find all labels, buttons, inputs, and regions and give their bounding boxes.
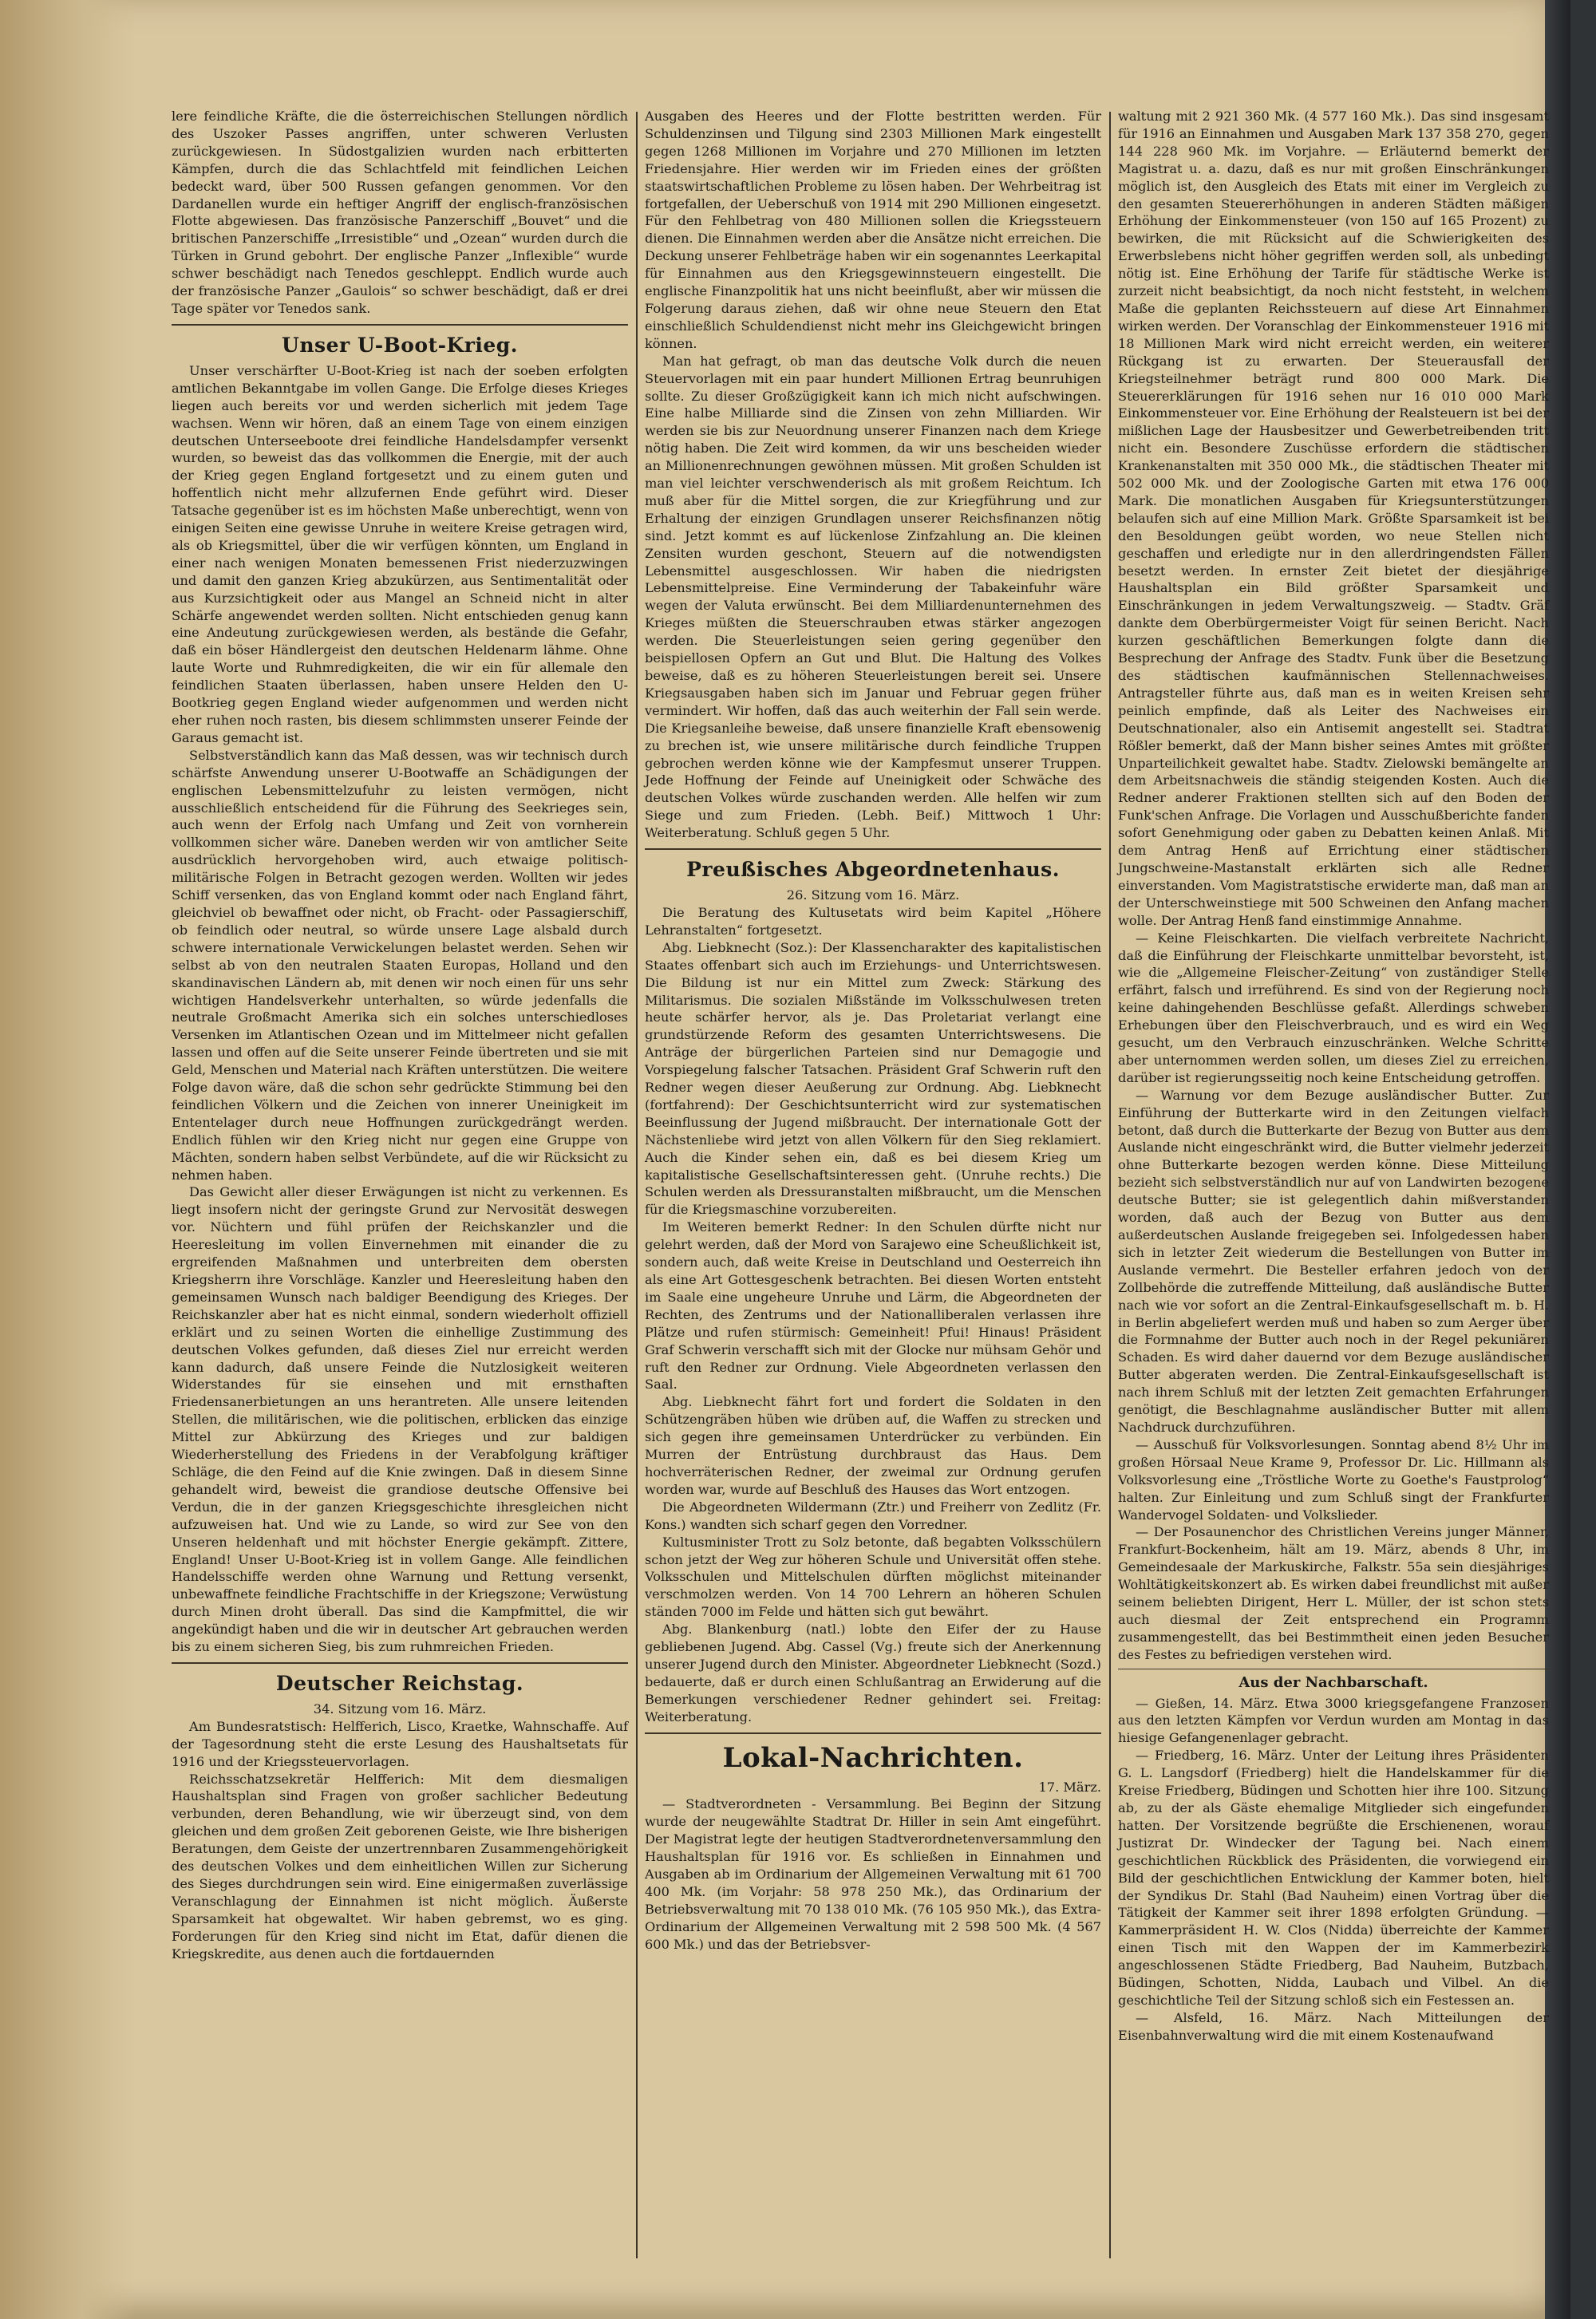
dateline: 17. März. [1038,1779,1101,1795]
headline-reichstag: Deutscher Reichstag. [275,1671,524,1695]
article-paragraph: — Keine Fleischkarten. Die vielfach verbreitete Nachricht, daß die Einführung der Fleischkarte unmittelbar bevorsteht, ist, wie die „Allgemeine Fleischer-Zeitung“ von zuständiger Stelle erfährt, falsch und irreführend. Es sind von der Regierung noch keine dahingehenden Beschlüsse gefaßt. Allerdings schweben Erhebungen über den Fleischverbrauch, und es wird ein Weg gesucht, um den Verbrauch einzuschränken. Welche Schritte aber unternommen werden sollen, um dieses Ziel zu erreichen, darüber ist regierungsseitig noch keine Entscheidung getroffen. [1118,930,1549,1085]
session-line: 34. Sitzung vom 16. März. [313,1701,487,1717]
article-paragraph: — Alsfeld, 16. März. Nach Mitteilungen der Eisenbahnverwaltung wird die mit einem Kostenaufwand [1118,2009,1549,2043]
article-paragraph: — Der Posaunenchor des Christlichen Vereins junger Männer, Frankfurt-Bockenheim, hält am 19. März, abends 8 Uhr, im Gemeindesaale der Markuskirche, Falkstr. 55a sein diesjähriges Wohltätigkeitskonzert ab. Es wirken dabei freundlichst mit außer seinem beliebten Dirigent, Herr L. Müller, der ist schon stets auch diesmal der Zeit entsprechend ein Programm zusammengestellt, das bei Bestimmtheit einen jeden Besucher des Festes zu befriedigen verstehen wird. [1118,1524,1549,1662]
article-paragraph: — Ausschuß für Volksvorlesungen. Sonntag abend 8½ Uhr im großen Hörsaal Neue Krame 9, Professor Dr. Lic. Hillmann als Volksvorlesung eine „Tröstliche Worte zu Goethe's Faustprolog“ halten. Zur Einleitung und zum Schluß singt der Frankfurter Wandervogel Soldaten- und Volkslieder. [1118,1436,1549,1523]
article-paragraph: Man hat gefragt, ob man das deutsche Volk durch die neuen Steuervorlagen mit ein paar hundert Millionen Ertrag beunruhigen sollte. Zu dieser Großzügigkeit kann ich mich nicht aufschwingen. Eine halbe Milliarde sind die Zinsen von zehn Milliarden. Wir werden sie bis zur Neuordnung unserer Finanzen nach dem Kriege nötig haben. Die Zeit wird kommen, da wir uns bescheiden wieder an Millionenrechnungen gewöhnen müssen. Mit großen Schulden ist man viel leichter verschwenderisch als mit großem Reichtum. Ich muß aber für die Mittel sorgen, die zur Kriegführung und zur Erhaltung der einzigen Grundlagen unserer Reichsfinanzen nötig sind. Jetzt kommt es auf lückenlose Zinfzahlung an. Die kleinen Zensiten wurden geschont, Steuern auf die notwendigsten Lebensmittel ausgeschlossen. Wir haben die niedrigsten Lebensmittelpreise. Eine Verminderung der Tabakeinfuhr wäre wegen der Valuta erwünscht. Bei dem Milliardenunternehmen des Krieges müßten die Steuerschrauben etwas stärker angezogen werden. Die Steuerleistungen seien gering gegenüber den beispiellosen Opfern an Gut und Blut. Die Haltung des Volkes beweise, daß es zu höheren Steuerleistungen bereit sei. Unsere Kriegsausgaben haben sich im Januar und Februar gegen früher vermindert. Wir hoffen, daß das auch weiterhin der Fall sein werde. Die Kriegsanleihe beweise, daß unsere finanzielle Kraft ebensowenig zu brechen ist, wie unsere militärische durch feindliche Truppen gebrochen werden könne wie der Kampfesmut unserer Truppen. Jede Hoffnung der Feinde auf Uneinigkeit oder Schwäche des deutschen Volkes würde zuschanden werden. Alle helfen wir zum Siege und zum Frieden. (Lebh. Beif.) Mittwoch 1 Uhr: Weiterberatung. Schluß gegen 5 Uhr. [645,353,1101,841]
article-paragraph: — Stadtverordneten - Versammlung. Bei Beginn der Sitzung wurde der neugewählte Stadtrat Dr. Hiller in sein Amt eingeführt. Der Magistrat legte der heutigen Stadtverordnetenversammlung den Haushaltsplan für 1916 vor. Es schließen in Einnahmen und Ausgaben ab im Ordinarium der Allgemeinen Verwaltung mit 61 700 400 Mk. (im Vorjahr: 58 978 250 Mk.), das Ordinarium der Betriebsverwaltung mit 70 138 010 Mk. (76 105 950 Mk.), das Extra-Ordinarium der Allgemeinen Verwaltung mit 2 598 500 Mk. (4 567 600 Mk.) und das der Betriebsver- [645,1796,1101,1952]
divider [645,848,1101,850]
article-paragraph: Die Abgeordneten Wildermann (Ztr.) und Freiherr von Zedlitz (Fr. Kons.) wandten sich scharf gegen den Vorredner. [645,1499,1101,1532]
headline-uboot-war: Unser U-Boot-Krieg. [282,333,518,357]
article-paragraph: — Friedberg, 16. März. Unter der Leitung ihres Präsidenten G. L. Langsdorf (Friedberg) hielt die Handelskammer für die Kreise Friedberg, Büdingen und Schotten hier ihre 100. Sitzung ab, zu der als Gäste ehemalige Mitglieder sich eingefunden hatten. Der Vorsitzende begrüßte die Erschienenen, worauf Justizrat Dr. Windecker der Tagung bei. Nach einem geschichtlichen Rückblick des Präsidenten, die vorwiegend ein Bild der geschichtlichen Entwicklung der Kammer boten, hielt der Syndikus Dr. Stahl (Bad Nauheim) einen Vortrag über die Tätigkeit der Kammer seit ihrer 1898 erfolgten Gründung. — Kammerpräsident H. W. Clos (Nidda) überreichte der Kammer einen Tisch mit den Wappen der im Kammerbezirk angeschlossenen Städte Friedberg, Bad Nauheim, Butzbach, Büdingen, Schotten, Nidda, Laubach und Vilbel. An die geschichtliche Teil der Sitzung schloß sich ein Festessen an. [1118,1748,1549,2008]
divider [172,324,628,326]
article-paragraph: Das Gewicht aller dieser Erwägungen ist nicht zu verkennen. Es liegt insofern nicht der geringste Grund zur Nervosität deswegen vor. Nüchtern und fühl prüfen der Reichskanzler und die Heeresleitung im vollen Einvernehmen mit einander die zu ergreifenden Maßnahmen und unterbreiten dem obersten Kriegsherrn ihre Vorschläge. Kanzler und Heeresleitung haben den gemeinsamen Wunsch nach baldiger Beendigung des Krieges. Der Reichskanzler aber hat es nicht einmal, sondern wiederholt offiziell erklärt und zu seinen Worten die einhellige Zustimmung des deutschen Volkes gefunden, daß dieses Ziel nur erreicht werden kann dadurch, daß unsere Feinde die Nutzlosigkeit weiteren Widerstandes für sie einsehen und mit ernsthaften Friedensanerbietungen an uns herantreten. Alle unsere leitenden Stellen, die militärischen, wie die politischen, erblicken das einzige Mittel zur Abkürzung des Krieges und zur baldigen Wiederherstellung des Friedens in der Verabfolgung kräftiger Schläge, die den Feind auf die Knie zwingen. Daß in diesem Sinne gehandelt wird, beweist die grandiose deutsche Offensive bei Verdun, die in der ganzen Kriegsgeschichte ihresgleichen nicht aufzuweisen hat. Und wie zu Lande, so wird zur See von den Unseren heldenhaft und mit höchster Energie gekämpft. Zittere, England! Unser U-Boot-Krieg ist in vollem Gange. Alle feindlichen Handelsschiffe werden ohne Warnung und Rettung versenkt, unbewaffnete feindliche Frachtschiffe in der Kriegszone; Verwüstung durch Minen droht überall. Das sind die Kampfmittel, die wir angekündigt haben und die wir in deutscher Art gebrauchen werden bis zu einem sicheren Sieg, bis zum ruhmreichen Frieden. [172,1184,628,1655]
article-paragraph: — Gießen, 14. März. Etwa 3000 kriegsgefangene Franzosen aus den letzten Kämpfen vor Verdun wurden am Montag in das hiesige Gefangenenlager gebracht. [1118,1695,1549,1746]
article-paragraph: Unser verschärfter U-Boot-Krieg ist nach der soeben erfolgten amtlichen Bekanntgabe im vollen Gange. Die Erfolge dieses Krieges liegen auch bereits vor und werden sicherlich mit jedem Tage wachsen. Wenn wir hören, daß an einem Tage von einem einzigen deutschen Unterseeboote drei feindliche Handelsdampfer versenkt wurden, so beweist das das vollkommen die Energie, mit der auch der Krieg gegen England fortgesetzt und zu einem guten und hoffentlich nicht mehr allzufernen Ende geführt wird. Dieser Tatsache gegenüber ist es im höchsten Maße unberechtigt, wenn von einigen Seiten eine gewisse Unruhe in weitere Kreise getragen wird, als ob Kriegsmittel, über die wir verfügen könnten, um England in einer nach wenigen Monaten bemessenen Frist niederzuzwingen und damit den ganzen Krieg abzukürzen, aus Sentimentalität oder aus Kurzsichtigkeit oder aus Mangel an Schneid nicht in alter Schärfe angewendet werden sollten. Nicht entschieden genug kann eine Andeutung zurückgewiesen werden, als bestände die Gefahr, daß ein böser Händlergeist den deutschen Heldenarm lähme. Ohne laute Worte und Ruhmredigkeiten, die wir ein für allemale den feindlichen Staaten überlassen, haben unsere Helden den U-Bootkrieg gegen England wieder aufgenommen und werden nicht eher ruhen noch rasten, bis diesem schlimmsten unserer Feinde der Garaus gemacht ist. [172,362,628,745]
headline-nachbarschaft: Aus der Nachbarschaft. [1238,1673,1428,1691]
article-paragraph: Am Bundesratstisch: Helfferich, Lisco, Kraetke, Wahnschaffe. Auf der Tagesordnung steht die erste Lesung des Haushaltsetats für 1916 und der Kriegssteuervorlagen. [172,1718,628,1769]
column-rule-right [1109,112,1111,2258]
headline-lokal-nachrichten: Lokal-Nachrichten. [722,1741,1024,1774]
column-3 [1118,108,1549,2044]
article-paragraph: Abg. Blankenburg (natl.) lobte den Eifer der zu Hause gebliebenen Jugend. Abg. Cassel (Vg.) freute sich der Anerkennung unserer Jugend durch den Minister. Abgeordneter Liebknecht (Sozd.) bedauerte, daß er durch einen Schlußantrag an Erwiderung auf die Bemerkungen verschiedener Redner gehindert sei. Freitag: Weiterberatung. [645,1622,1101,1724]
article-paragraph: Ausgaben des Heeres und der Flotte bestritten werden. Für Schuldenzinsen und Tilgung sind 2303 Millionen Mark eingestellt gegen 1268 Millionen im Vorjahre und 270 Millionen im letzten Friedensjahre. Hier werden wir im Frieden eines der größten staatswirtschaftlichen Probleme zu lösen haben. Der Wehrbeitrag ist fortgefallen, der Ueberschuß von 1914 mit 290 Millionen eingesetzt. Für den Fehlbetrag von 480 Millionen sollen die Kriegssteuern dienen. Die Einnahmen werden aber die Ansätze nicht erreichen. Die Deckung unserer Fehlbeträge haben wir ein sogenanntes Leerkapital für Einnahmen aus den Kriegsgewinnsteuern eingestellt. Die englische Finanzpolitik hat uns nicht beeinflußt, aber wir müssen die Folgerung daraus ziehen, daß wir ohne neue Steuern den Etat einschließlich Schuldendienst nicht mehr ins Gleichgewicht bringen können. [645,109,1101,351]
war-report-paragraph: lere feindliche Kräfte, die die österreichischen Stellungen nördlich des Uszoker Passes angriffen, unter schweren Verlusten zurückgewiesen. In Südostgalizien wurden nach erbitterten Kämpfen, durch die das Schlachtfeld mit feindlichen Leichen bedeckt ward, über 500 Russen gefangen genommen. Vor den Dardanellen wurde ein heftiger Angriff der englisch-französischen Flotte abgewiesen. Das französische Panzerschiff „Bouvet“ und die britischen Panzerschiffe „Irresistible“ und „Ozean“ wurden durch die Türken in Grund gebohrt. Der englische Panzer „Inflexible“ wurde schwer beschädigt nach Tenedos geschleppt. Endlich wurde auch der französische Panzer „Gaulois“ so schwer beschädigt, daß er drei Tage später vor Tenedos sank. [172,109,628,316]
headline-abgeordnetenhaus: Preußisches Abgeordnetenhaus. [686,858,1060,882]
column-1 [172,108,628,1963]
article-paragraph: Die Beratung des Kultusetats wird beim Kapitel „Höhere Lehranstalten“ fortgesetzt. [645,904,1101,938]
session-line: 26. Sitzung vom 16. März. [786,887,960,903]
article-paragraph: Kultusminister Trott zu Solz betonte, daß begabten Volksschülern schon jetzt der Weg zur höheren Schule und Universität offen stehe. Volksschulen und Mittelschulen dürften möglichst miteinander verschmolzen werden. Von 14 700 Lehrern an höheren Schulen ständen 7000 im Felde und hätten sich gut bewährt. [645,1534,1101,1620]
article-paragraph: Im Weiteren bemerkt Redner: In den Schulen dürfte nicht nur gelehrt werden, daß der Mord von Sarajewo eine Scheußlichkeit ist, sondern auch, daß weite Kreise in Deutschland und Oesterreich ihn als eine Art Gottesgeschenk betrachten. Bei diesen Worten entsteht im Saale eine ungeheure Unruhe und Lärm, die Abgeordneten der Rechten, des Zentrums und der Nationalliberalen verlassen ihre Plätze und rufen stürmisch: Gemeinheit! Pfui! Hinaus! Präsident Graf Schwerin verschafft sich mit der Glocke nur mühsam Gehör und ruft den Redner zur Ordnung. Viele Abgeordneten verlassen den Saal. [645,1219,1101,1393]
column-2 [645,108,1101,1954]
article-paragraph: Selbstverständlich kann das Maß dessen, was wir technisch durch schärfste Anwendung unserer U-Bootwaffe an Schädigungen der englischen Lebensmittelzufuhr zu leisten vermögen, nicht ausschließlich entscheidend für die Führung des Seekrieges sein, auch wenn der Erfolg nach Umfang und Zeit von vornherein vollkommen sicher wäre. Daneben werden wir von amtlicher Seite ausdrücklich hervorgehoben wird, auch etwaige politisch-militärische Folgen in Betracht gezogen werden. Wollten wir jedes Schiff versenken, das von England kommt oder nach England fährt, gleichviel ob bewaffnet oder nicht, ob Fracht- oder Passagierschiff, ob feindlich oder neutral, so würde unsere Lage alsbald durch schwere internationale Verwickelungen belastet werden. Sehen wir selbst ab von den neutralen Staaten Europas, Holland und den skandinavischen Ländern ab, mit denen wir noch einen für uns sehr wichtigen Handelsverkehr unterhalten, so würde jedenfalls die neutrale Großmacht Amerika sich ein solches unterschiedloses Versenken im Atlantischen Ozean und im Mittelmeer nicht gefallen lassen und offen auf die Seite unserer Feinde übertreten und sie mit Geld, Menschen und Material nach Kräften unterstützen. Die weitere Folge davon wäre, daß die schon sehr gedrückte Stimmung bei den feindlichen Völkern und die Zeichen von innerer Uneinigkeit im Ententelager durch neue Hoffnungen zurückgedrängt werden. Endlich fühlen wir den Krieg nicht nur gegen eine Gruppe von Mächten, sondern haben selbst Verbündete, auf die wir Rücksicht zu nehmen haben. [172,747,628,1183]
page-binding [0,0,136,2319]
divider [172,1662,628,1664]
article-paragraph: waltung mit 2 921 360 Mk. (4 577 160 Mk.). Das sind insgesamt für 1916 an Einnahmen und Ausgaben Mark 137 358 270, gegen 144 228 960 Mk. im Vorjahre. — Erläuternd bemerkt der Magistrat u. a. dazu, daß es nur mit großen Einschränkungen möglich ist, den Ausgleich des Etats mit einer im Vergleich zu den gesamten Steuererhöhungen in anderen Städten mäßigen Erhöhung der Einkommensteuer (von 150 auf 165 Prozent) zu bewirken, die mit Rücksicht auf die Schwierigkeiten des Erwerbslebens nicht höher gegriffen werden soll, als unbedingt nötig ist. Eine Erhöhung der Tarife für städtische Werke ist zurzeit nicht beabsichtigt, da noch nicht feststeht, in welchem Maße die geplanten Reichssteuern auf diese Art Einnahmen wirken werden. Der Voranschlag der Einkommensteuer 1916 mit 18 Millionen Mark wird nicht erreicht werden, ein weiterer Rückgang ist zu erwarten. Der Steuerausfall der Kriegsteilnehmer beträgt rund 800 000 Mark. Die Steuererklärungen für 1916 sehen nur 16 010 000 Mark Einkommensteuer vor. Eine Erhöhung der Realsteuern ist bei der mißlichen Lage der Hausbesitzer und Gewerbetreibenden tritt nicht ein. Besondere Zuschüsse erfordern die städtischen Krankenanstalten mit 350 000 Mk., die städtischen Theater mit 502 000 Mk. und der Zoologische Garten mit etwa 176 000 Mark. Die monatlichen Ausgaben für Kriegsunterstützungen belaufen sich auf eine Million Mark. Größte Sparsamkeit ist bei den Besoldungen geübt worden, wo neue Stellen nicht geschaffen und erledigte nur in den allerdringendsten Fällen besetzt werden. In ernster Zeit bietet der diesjährige Haushaltsplan ein Bild größter Sparsamkeit und Einschränkungen in jedem Verwaltungszweig. — Stadtv. Gräf dankte dem Oberbürgermeister Voigt für seinen Bericht. Nach kurzen geschäftlichen Bemerkungen folgte dann die Besprechung der Anfrage des Stadtv. Funk über die Besetzung des städtischen kaufmännischen Stellennachweises. Antragsteller führte aus, daß man es in weiten Kreisen sehr peinlich empfinde, daß als Leiter des Nachweises ein Deutschnationaler, also ein Antisemit angestellt sei. Stadtrat Rößler bemerkt, daß der Mann bisher seines Amtes mit größter Unparteilichkeit gewaltet habe. Stadtv. Zielowski bemängelte an dem Arbeitsnachweis die ständig steigenden Kosten. Auch die Redner anderer Fraktionen stellten sich auf den Boden der Funk'schen Anfrage. Die Vorlagen und Ausschußberichte fanden sofort Genehmigung oder gaben zu Debatten keinen Anlaß. Mit dem Antrag Henß auf Errichtung einer städtischen Jungschweine-Mastanstalt erklärten sich alle Redner einverstanden. Vom Magistratstische erwiderte man, daß man an der Unterschweinstiege mit 500 Schweinen den Anfang machen wolle. Der Antrag Henß fand einstimmige Annahme. [1118,109,1549,928]
article-paragraph: Abg. Liebknecht fährt fort und fordert die Soldaten in den Schützengräben hüben wie drüben auf, die Waffen zu strecken und sich gegen ihre gemeinsamen Unterdrücker zu verbünden. Ein Murren der Entrüstung durchbraust das Haus. Dem hochverräterischen Redner, der zweimal zur Ordnung gerufen worden war, wurde auf Beschluß des Hauses das Wort entzogen. [645,1394,1101,1497]
divider [645,1732,1101,1734]
article-paragraph: — Warnung vor dem Bezuge ausländischer Butter. Zur Einführung der Butterkarte wird in den Zeitungen vielfach betont, daß durch die Butterkarte der Bezug von Butter aus dem Auslande nicht eingeschränkt wird, die Butter vielmehr jederzeit ohne Butterkarte bezogen werden könne. Diese Mitteilung bezieht sich selbstverständlich nur auf von Landwirten bezogene deutsche Butter; sie ist gelegentlich dahin mißverstanden worden, daß auch der Bezug von Butter aus dem außerdeutschen Auslande freigegeben sei. Infolgedessen haben sich in letzter Zeit wiederum die Bestellungen von Butter im Auslande vermehrt. Die Besteller erfahren jedoch von der Zollbehörde die zutreffende Mitteilung, daß ausländische Butter nach wie vor sofort an die Zentral-Einkaufsgesellschaft m. b. H. in Berlin abgeliefert werden muß und haben so zum Aerger über die Formnahme der Butter auch noch in der Regel pekuniären Schaden. Es wird daher dauernd vor dem Bezuge ausländischer Butter abgeraten werden. Die Zentral-Einkaufsgesellschaft ist nach ihrem Schluß mit der letzten Zeit gemachten Erfahrungen genötigt, die Beschlagnahme ausländischer Butter mit allem Nachdruck durchzuführen. [1118,1087,1549,1435]
article-paragraph: Reichsschatzsekretär Helfferich: Mit dem diesmaligen Haushaltsplan sind Fragen von großer sachlicher Bedeutung verbunden, deren Behandlung, wie wir überzeugt sind, von dem gleichen und dem großen Zeit geborenen Geiste, wie Ihre bisherigen Beratungen, dem Geiste der unzertrennbaren Zusammengehörigkeit des deutschen Volkes und dem einheitlichen Willen zur Sicherung des Sieges durchdrungen sein wird. Eine einigermaßen zuverlässige Veranschlagung der Einnahmen ist nicht möglich. Äußerste Sparsamkeit hat obgewaltet. Wir haben gebremst, wo es ging. Forderungen für den Krieg sind nicht im Etat, dafür dienen die Kriegskredite, aus denen auch die fortdauernden [172,1771,628,1961]
article-paragraph: Abg. Liebknecht (Soz.): Der Klassencharakter des kapitalistischen Staates offenbart sich auch im Erziehungs- und Unterrichtswesen. Die Bildung ist nur ein Mittel zum Zweck: Stärkung des Militarismus. Die sozialen Mißstände im Volksschulwesen treten heute schärfer hervor, als je. Das Proletariat verlangt eine grundstürzende Reform des gesamten Unterrichtswesens. Die Anträge der bürgerlichen Parteien sind nur Demagogie und Vorspiegelung falscher Tatsachen. Präsident Graf Schwerin ruft den Redner wegen dieser Aeußerung zur Ordnung. Abg. Liebknecht (fortfahrend): Der Geschichtsunterricht wird zur systematischen Beeinflussung der Jugend mißbraucht. Der internationale Gott der Nächstenliebe wird jetzt von allen Völkern für den Sieg reklamiert. Auch die Kinder sehen ein, daß es bei diesem Krieg um kapitalistische Gesellschaftsinteressen geht. (Unruhe rechts.) Die Schulen werden als Dressuranstalten mißbraucht, um die Menschen für die Kriegsmaschine vorzubereiten. [645,939,1101,1218]
column-rule-left [636,112,638,2258]
